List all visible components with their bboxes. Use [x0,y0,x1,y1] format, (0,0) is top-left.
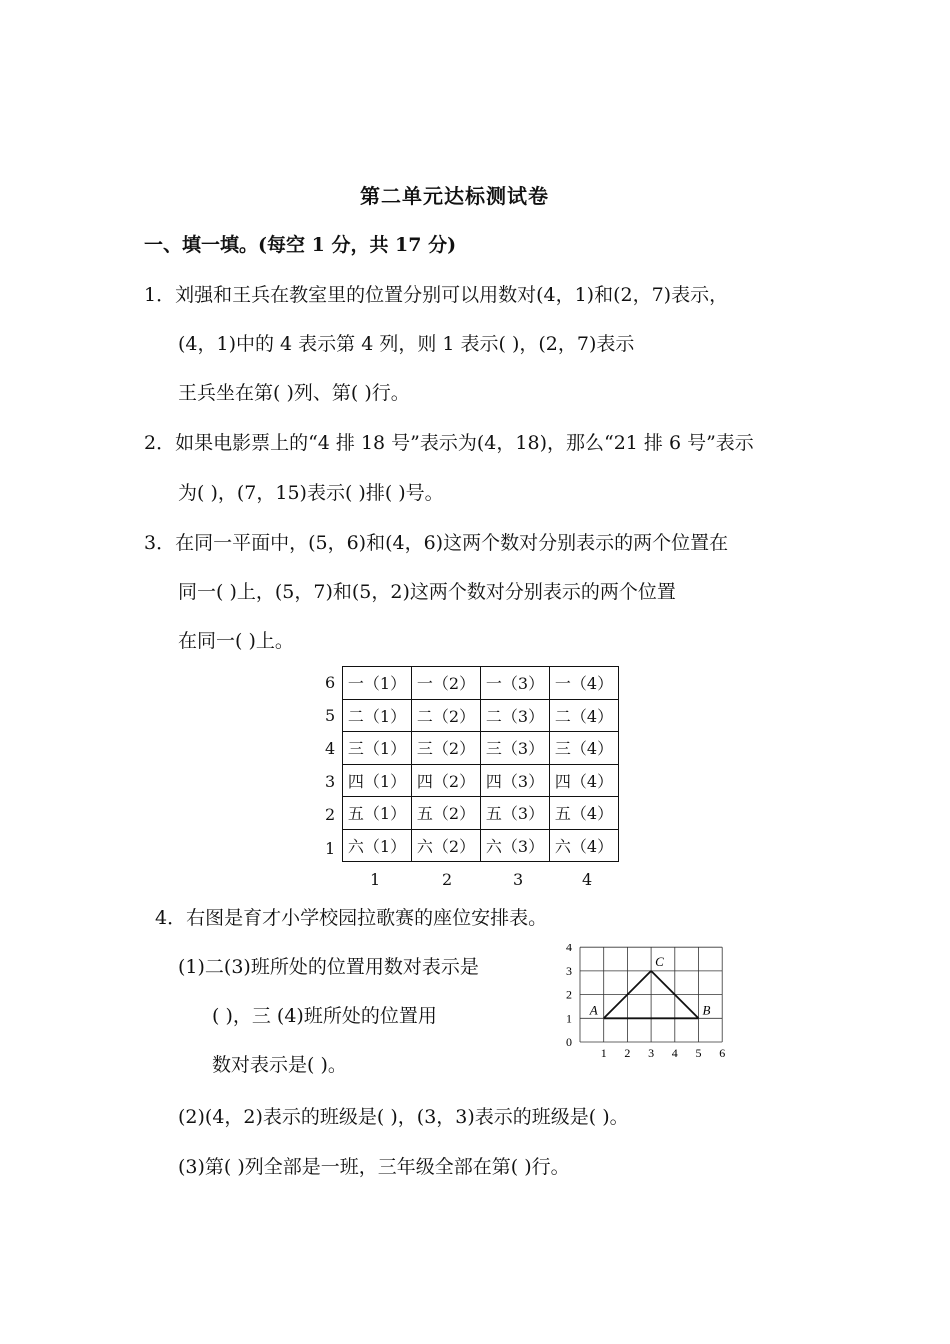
question-2-line-2: 为( )，(7，15)表示( )排( )号。 [178,482,444,504]
question-4-part-1-line-1: (1)二(3)班所处的位置用数对表示是 [178,956,479,978]
point-label: C [655,953,664,969]
table-cell: 五（2） [412,797,481,830]
section-heading: 一、填一填。(每空 1 分，共 17 分) [144,234,457,256]
table-cell: 一（1） [343,667,412,700]
column-label: 1 [370,870,381,889]
x-tick-label: 3 [648,1046,655,1060]
table-cell: 二（4） [550,699,619,732]
table-cell: 五（1） [343,797,412,830]
x-tick-label: 1 [600,1046,607,1060]
table-cell: 五（4） [550,797,619,830]
table-cell: 六（3） [481,829,550,862]
question-4-part-1-line-2: ( )，三 (4)班所处的位置用 [212,1005,437,1027]
y-tick-label: 2 [566,987,572,1002]
question-3-line-2: 同一( )上，(5，7)和(5，2)这两个数对分别表示的两个位置 [178,581,676,603]
table-cell: 六（1） [343,829,412,862]
table-cell: 五（3） [481,797,550,830]
row-label: 1 [325,839,336,858]
question-2-line-1: 2．如果电影票上的“4 排 18 号”表示为(4，18)，那么“21 排 6 号”表示 [144,432,754,454]
point-label: A [589,1002,598,1018]
row-label: 6 [325,673,336,692]
table-cell: 二（2） [412,699,481,732]
x-tick-label: 5 [695,1046,702,1060]
table-cell: 二（3） [481,699,550,732]
table-row [343,667,619,700]
table-cell: 二（1） [343,699,412,732]
table-cell: 六（2） [412,829,481,862]
y-tick-label: 1 [566,1011,572,1026]
table-cell: 一（3） [481,667,550,700]
table-cell: 一（2） [412,667,481,700]
table-cell: 一（4） [550,667,619,700]
question-1-line-2: (4，1)中的 4 表示第 4 列，则 1 表示( )，(2，7)表示 [178,333,635,355]
column-label: 4 [582,870,593,889]
table-cell: 四（2） [412,764,481,797]
table-cell: 四（4） [550,764,619,797]
page-title: 第二单元达标测试卷 [360,184,549,208]
question-4-part-1-line-3: 数对表示是( )。 [212,1054,347,1076]
table-cell: 六（4） [550,829,619,862]
row-label: 3 [325,772,336,791]
row-label: 4 [325,739,336,758]
table-row [343,699,619,732]
table-row [343,829,619,862]
x-tick-label: 6 [719,1046,726,1060]
question-1-line-1: 1．刘强和王兵在教室里的位置分别可以用数对(4，1)和(2，7)表示， [144,284,729,306]
row-label: 5 [325,706,336,725]
x-tick-label: 4 [671,1046,678,1060]
question-3-line-1: 3．在同一平面中，(5，6)和(4，6)这两个数对分别表示的两个位置在 [144,532,729,554]
question-1-line-3: 王兵坐在第( )列、第( )行。 [178,382,410,404]
column-label: 2 [442,870,453,889]
x-tick-label: 2 [624,1046,631,1060]
question-4-part-2: (2)(4，2)表示的班级是( )，(3，3)表示的班级是( )。 [178,1106,629,1128]
row-label: 2 [325,805,336,824]
table-cell: 四（1） [343,764,412,797]
question-4-intro: 4．右图是育才小学校园拉歌赛的座位安排表。 [155,907,548,929]
coordinate-grid-figure [560,944,730,1064]
table-cell: 四（3） [481,764,550,797]
table-cell: 三（1） [343,732,412,765]
table-cell: 三（2） [412,732,481,765]
question-4-part-3: (3)第( )列全部是一班，三年级全部在第( )行。 [178,1156,570,1178]
point-label: B [702,1002,711,1018]
table-row [343,764,619,797]
table-cell: 三（4） [550,732,619,765]
question-3-line-3: 在同一( )上。 [178,630,294,652]
table-row [343,732,619,765]
column-label: 3 [513,870,524,889]
seat-table [342,666,619,862]
table-cell: 三（3） [481,732,550,765]
y-tick-label: 4 [566,944,572,955]
table-row [343,797,619,830]
y-tick-label: 3 [566,963,572,978]
y-tick-label: 0 [566,1035,572,1049]
